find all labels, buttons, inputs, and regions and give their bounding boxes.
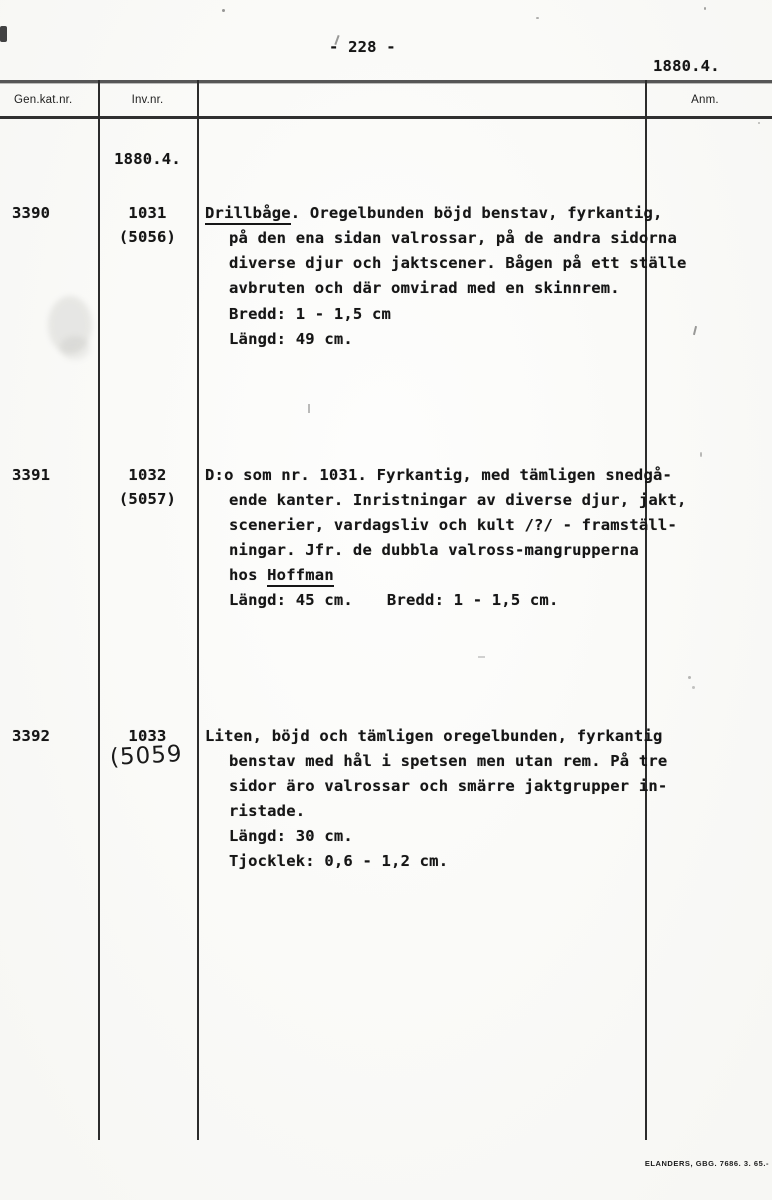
entry-inv-nr-paren: (5056) bbox=[118, 228, 177, 246]
scan-speck bbox=[688, 676, 691, 679]
scan-speck bbox=[692, 686, 695, 689]
column-header-anm: Anm. bbox=[691, 94, 719, 106]
measurement-line: Längd: 30 cm. bbox=[229, 827, 353, 845]
measurement-text: Bredd: 1 - 1,5 cm. bbox=[386, 591, 559, 609]
description-line: ende kanter. Inristningar av diverse djur, jakt, bbox=[229, 491, 687, 509]
description-line: avbruten och där omvirad med en skinnrem. bbox=[229, 279, 620, 297]
description-line: ristade. bbox=[229, 802, 306, 820]
column-header-gen-kat-nr: Gen.kat.nr. bbox=[14, 94, 73, 106]
table-header-bottom-rule bbox=[0, 116, 772, 119]
entry-gen-kat-nr: 3391 bbox=[12, 466, 51, 484]
underlined-term: Drillbåge bbox=[205, 204, 291, 225]
description-text: . Oregelbunden böjd benstav, fyrkantig, bbox=[290, 204, 663, 222]
measurement-text: Längd: 45 cm. bbox=[229, 591, 353, 609]
scan-speck bbox=[536, 17, 539, 19]
year-reference-top: 1880.4. bbox=[653, 57, 720, 75]
handwritten-inv-nr: (5059 bbox=[109, 741, 184, 771]
description-line: D:o som nr. 1031. Fyrkantig, med tämligen snedgå- bbox=[205, 466, 673, 484]
description-line: benstav med hål i spetsen men utan rem. På tre bbox=[229, 752, 668, 770]
measurement-line: Bredd: 1 - 1,5 cm bbox=[229, 305, 392, 323]
underlined-reference: Hoffman bbox=[267, 566, 334, 587]
scan-stray-stroke bbox=[478, 656, 485, 658]
column-header-inv-nr: Inv.nr. bbox=[131, 94, 164, 106]
description-line: scenerier, vardagsliv och kult /?/ - framställ- bbox=[229, 516, 677, 534]
description-line: sidor äro valrossar och smärre jaktgrupper in- bbox=[229, 777, 668, 795]
scan-speck bbox=[222, 9, 225, 12]
scan-speck bbox=[700, 452, 702, 457]
table-top-rule bbox=[0, 80, 772, 83]
measurement-line: Tjocklek: 0,6 - 1,2 cm. bbox=[229, 852, 449, 870]
description-line bbox=[229, 565, 334, 585]
scan-speck bbox=[758, 122, 760, 124]
description-line bbox=[205, 203, 663, 223]
scan-speck bbox=[704, 7, 706, 10]
entry-inv-nr: 1033 bbox=[128, 727, 167, 745]
description-line: på den ena sidan valrossar, på de andra sidorna bbox=[229, 229, 677, 247]
scan-smudge bbox=[60, 336, 90, 360]
printer-mark: ELANDERS, GBG. 7686. 3. 65.- bbox=[644, 1159, 769, 1168]
measurement-line: Längd: 49 cm. bbox=[229, 330, 353, 348]
description-line: diverse djur och jaktscener. Bågen på ett ställe bbox=[229, 254, 687, 272]
page-number: - 228 - bbox=[329, 38, 396, 56]
scan-edge-mark bbox=[0, 26, 7, 42]
entry-gen-kat-nr: 3392 bbox=[12, 727, 51, 745]
description-line: Liten, böjd och tämligen oregelbunden, fyrkantig bbox=[205, 727, 663, 745]
description-text: hos bbox=[229, 566, 268, 584]
measurement-line bbox=[229, 590, 559, 610]
column-divider-2 bbox=[197, 80, 199, 1140]
description-line: ningar. Jfr. de dubbla valross-mangrupperna bbox=[229, 541, 639, 559]
year-cell: 1880.4. bbox=[114, 150, 181, 168]
entry-gen-kat-nr: 3390 bbox=[12, 204, 51, 222]
entry-inv-nr: 1031 bbox=[128, 204, 167, 222]
entry-inv-nr: 1032 bbox=[128, 466, 167, 484]
entry-inv-nr-paren: (5057) bbox=[118, 490, 177, 508]
scan-stray-stroke bbox=[308, 404, 310, 413]
